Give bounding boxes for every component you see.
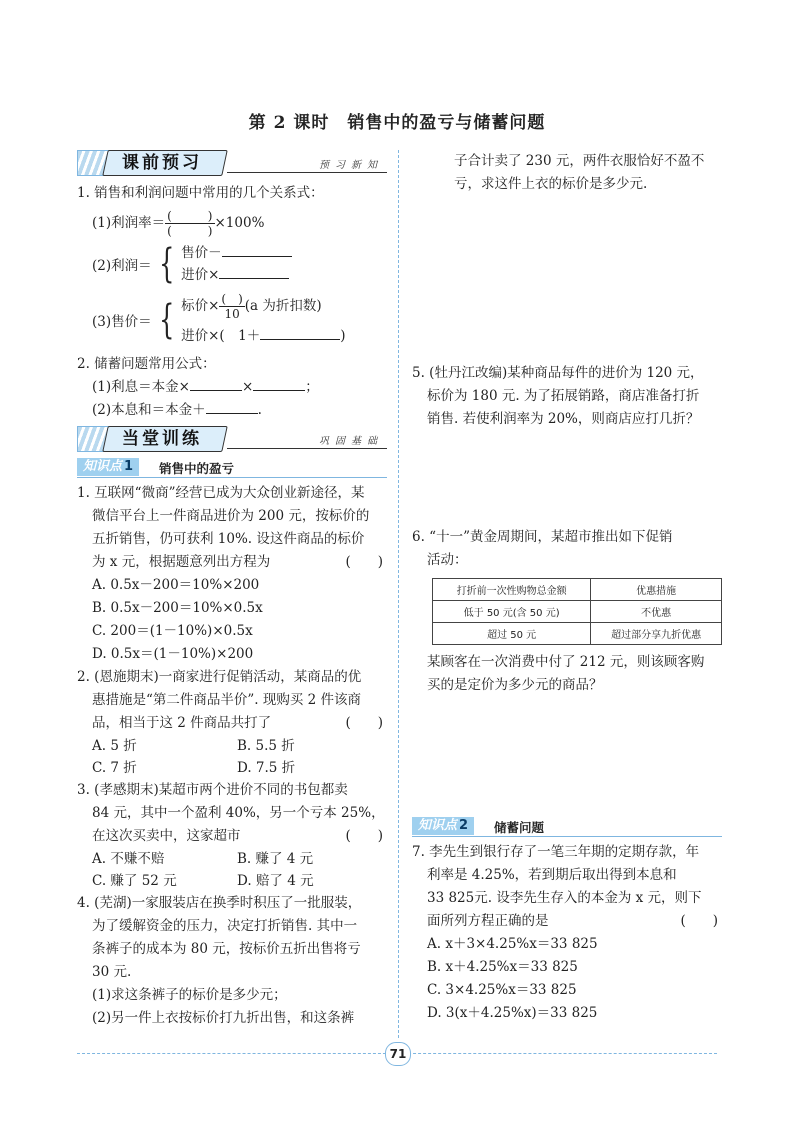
q3-line: 在这次买卖中，这家超市 ( )	[77, 825, 387, 848]
brace-icon: {	[158, 296, 174, 343]
q4-line: 4. (芜湖)一家服装店在换季时积压了一批服装，	[77, 895, 362, 911]
kp-text: 储蓄问题	[494, 820, 545, 835]
answer-blank[interactable]	[190, 376, 242, 391]
option[interactable]: A. 0.5x－200＝10%×200	[92, 577, 260, 593]
banner-label: 课前预习	[102, 150, 228, 176]
preview-q2-1: (1)利息＝本金× × ；	[77, 376, 387, 399]
answer-blank[interactable]	[206, 399, 258, 414]
option[interactable]: B. x＋4.25%x＝33 825	[427, 959, 578, 975]
answer-paren[interactable]: ( )	[345, 715, 383, 731]
kp-text: 销售中的盈亏	[159, 461, 235, 476]
table-cell: 不优惠	[591, 601, 722, 623]
option[interactable]: B. 赚了 4 元	[237, 851, 314, 867]
answer-space[interactable]	[412, 431, 722, 526]
answer-paren[interactable]: ( )	[345, 554, 383, 570]
table-cell: 超过部分享九折优惠	[591, 623, 722, 645]
table-header-row	[433, 579, 722, 601]
section-banner-class	[77, 426, 387, 452]
option[interactable]: D. 0.5x＝(1－10%)×200	[92, 646, 254, 662]
answer-blank[interactable]	[219, 264, 289, 279]
page-number: 71	[385, 1042, 411, 1066]
q6-line: 买的是定价为多少元的商品？	[427, 677, 603, 693]
q4-line: 条裤子的成本为 80 元，按标价五折出售将亏	[92, 941, 361, 957]
banner-label: 当堂训练	[102, 426, 228, 452]
q2-line: 品，相当于这 2 件商品共打了 ( )	[77, 712, 387, 735]
option[interactable]: A. x＋3×4.25%x＝33 825	[427, 936, 598, 952]
q1-line: 五折销售，仍可获利 10%. 设这件商品的标价	[92, 531, 365, 547]
q4-line: 为了缓解资金的压力，决定打折销售. 其中一	[92, 918, 358, 934]
q6-line: 活动：	[427, 552, 468, 568]
banner-sub: 巩固基础	[319, 436, 383, 447]
option[interactable]: A. 不赚不赔	[92, 851, 165, 867]
table-row	[433, 623, 722, 645]
option[interactable]: C. 7 折	[92, 760, 137, 776]
option[interactable]: C. 200＝(1－10%)×0.5x	[92, 623, 253, 639]
knowledge-point-2	[412, 817, 722, 837]
answer-blank[interactable]	[253, 376, 305, 391]
q6-line: 6. “十一”黄金周期间，某超市推出如下促销	[412, 529, 673, 545]
preview-q2-2: (2)本息和＝本金＋ .	[77, 399, 387, 422]
options-row	[77, 870, 387, 892]
options-row	[77, 735, 387, 757]
q5-line: 销售. 若使利润率为 20%，则商店应打几折？	[427, 411, 700, 427]
preview-q1-2: (2)利润＝ { 售价－ 进价×	[77, 242, 387, 286]
answer-blank[interactable]	[260, 325, 340, 340]
q4-sub: (1)求这条裤子的标价是多少元；	[92, 987, 287, 1003]
options-row	[77, 848, 387, 870]
preview-q1: 1. 销售和利润问题中常用的几个关系式：	[77, 185, 324, 201]
q1-line: 1. 互联网“微商”经营已成为大众创业新途径，某	[77, 485, 365, 501]
table-cell: 低于 50 元(含 50 元)	[433, 601, 591, 623]
q7-line: 7. 李先生到银行存了一笔三年期的定期存款，年	[412, 844, 700, 860]
answer-blank[interactable]	[222, 242, 292, 257]
preview-q2: 2. 储蓄问题常用公式：	[77, 356, 216, 372]
preview-q1-1: (1)利润率＝ $\frac{( )}{( )}$ ×100%	[92, 209, 265, 238]
option[interactable]: D. 7.5 折	[237, 760, 296, 776]
q4-line: 30 元.	[92, 964, 132, 980]
fraction: $\frac{( )}{( )}$	[167, 209, 213, 238]
q4-sub: (2)另一件上衣按标价打九折出售，和这条裤	[92, 1010, 355, 1026]
q2-line: 惠措施是“第二件商品半价”. 现购买 2 件该商	[92, 692, 362, 708]
options-row	[77, 757, 387, 779]
page-title: 第 2 课时 销售中的盈亏与储蓄问题	[248, 113, 546, 133]
kp-rule	[412, 836, 722, 837]
table-header: 打折前一次性购物总金额	[433, 579, 591, 601]
q6-line: 某顾客在一次消费中付了 212 元，则该顾客购	[427, 654, 705, 670]
option[interactable]: B. 5.5 折	[237, 738, 295, 754]
table-header: 优惠措施	[591, 579, 722, 601]
left-column	[77, 150, 387, 1030]
answer-paren[interactable]: ( )	[345, 828, 383, 844]
q4-cont: 亏，求这件上衣的标价是多少元.	[454, 176, 648, 192]
column-divider	[398, 150, 399, 1038]
q3-line: 84 元，其中一个盈利 40%，另一个亏本 25%，	[92, 805, 385, 821]
option[interactable]: C. 3×4.25%x＝33 825	[427, 982, 577, 998]
q3-line: 3. (孝感期末)某超市两个进价不同的书包都卖	[77, 782, 348, 798]
option[interactable]: D. 赔了 4 元	[237, 873, 314, 889]
table-cell: 超过 50 元	[433, 623, 591, 645]
kp-rule	[77, 477, 387, 478]
option[interactable]: B. 0.5x－200＝10%×0.5x	[92, 600, 263, 616]
section-banner-preview	[77, 150, 387, 176]
q7-line: 利率是 4.25%，若到期后取出得到本息和	[427, 867, 677, 883]
q2-line: 2. (恩施期末)一商家进行促销活动，某商品的优	[77, 669, 362, 685]
q5-line: 标价为 180 元. 为了拓展销路，商店准备打折	[427, 388, 700, 404]
answer-space[interactable]	[412, 196, 722, 362]
kp-tag: 知识点 1	[77, 458, 139, 476]
option[interactable]: C. 赚了 52 元	[92, 873, 177, 889]
banner-rule	[227, 448, 387, 449]
answer-paren[interactable]: ( )	[680, 913, 718, 929]
fraction: $\frac{( )}{10}$	[221, 292, 243, 321]
q1-line: 为 x 元，根据题意列出方程为 ( )	[77, 551, 387, 574]
right-column	[412, 150, 722, 1025]
q7-line: 33 825元. 设李先生存入的本金为 x 元，则下	[427, 890, 702, 906]
answer-space[interactable]	[412, 697, 722, 813]
kp-tag: 知识点 2	[412, 817, 474, 835]
q1-line: 微信平台上一件商品进价为 200 元，按标价的	[92, 508, 370, 524]
option[interactable]: D. 3(x＋4.25%x)＝33 825	[427, 1005, 598, 1021]
q7-line: 面所列方程正确的是 ( )	[412, 910, 722, 933]
q4-cont: 子合计卖了 230 元，两件衣服恰好不盈不	[454, 153, 705, 169]
banner-sub: 预习新知	[319, 160, 383, 171]
banner-rule	[227, 172, 387, 173]
option[interactable]: A. 5 折	[92, 738, 137, 754]
preview-q1-3: (3)售价＝ { 标价× $\frac{( )}{10}$ (a 为折扣数) 进价×( 1＋ )	[92, 292, 346, 344]
q5-line: 5. (牡丹江改编)某种商品每件的进价为 120 元，	[412, 365, 704, 381]
brace-icon: {	[158, 241, 174, 287]
table-row	[433, 601, 722, 623]
knowledge-point-1	[77, 458, 387, 478]
promo-table	[432, 578, 722, 645]
